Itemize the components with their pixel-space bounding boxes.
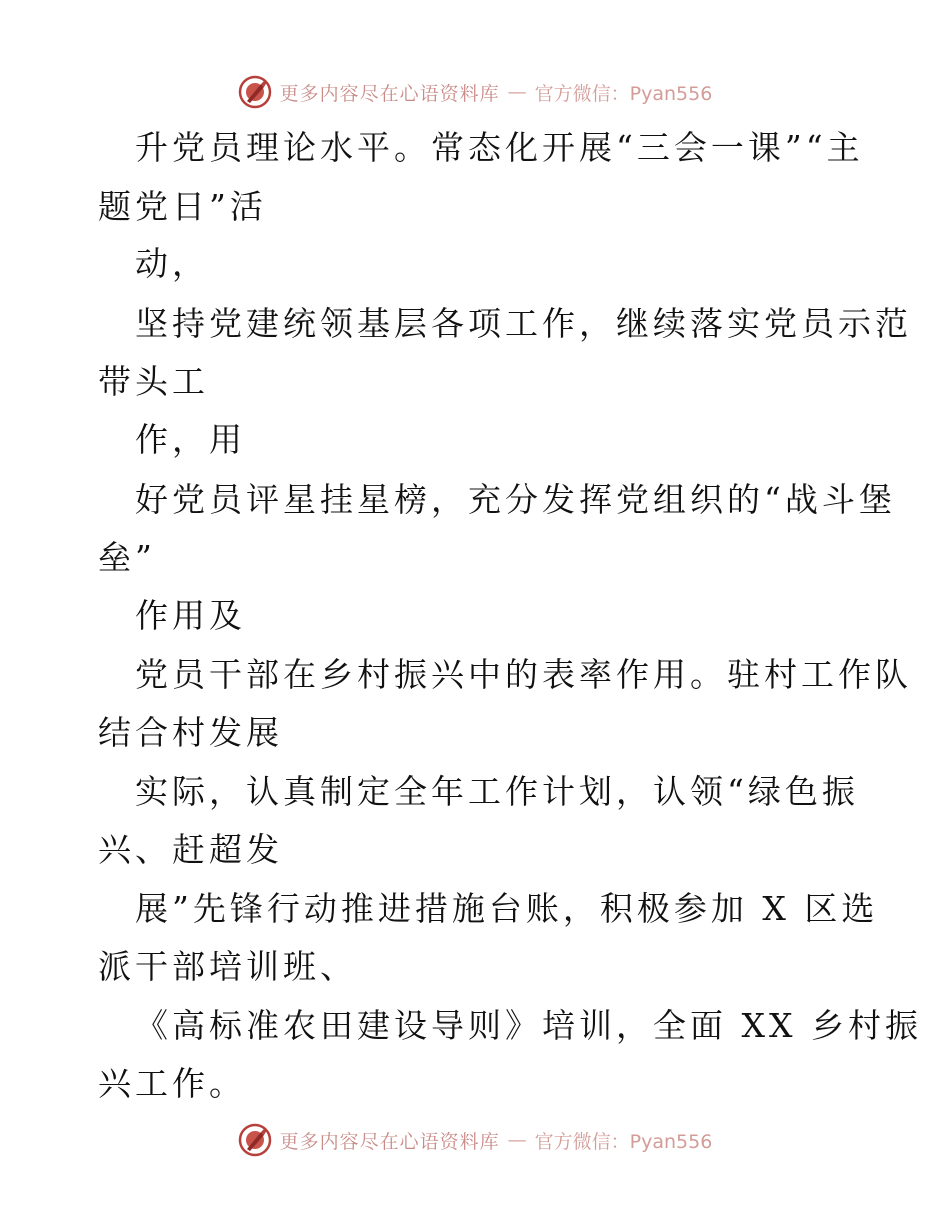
text-line: 升党员理论水平。常态化开展“三会一课”“主: [135, 128, 864, 167]
text-line: 展”先锋行动推进措施台账，积极参加 X 区选: [135, 889, 879, 928]
watermark-wechat: 官方微信：Pyan556: [534, 1130, 713, 1153]
text-line: 好党员评星挂星榜，充分发挥党组织的“战斗堡: [135, 480, 896, 519]
text-line: 实际，认真制定全年工作计划，认领“绿色振: [135, 772, 859, 811]
text-line: 坚持党建统领基层各项工作，继续落实党员示范: [135, 304, 912, 343]
watermark-wechat: 官方微信：Pyan556: [534, 82, 713, 105]
text-line: 作，用: [135, 420, 246, 459]
watermark-dash: —: [507, 1129, 527, 1151]
watermark-dash: —: [507, 81, 527, 103]
watermark-main-text: 更多内容尽在心语资料库: [279, 1130, 500, 1153]
text-line: 作用及: [135, 596, 246, 635]
text-line: 垒”: [98, 538, 156, 577]
text-line: 题党日”活: [98, 187, 267, 226]
header-watermark: [0, 72, 950, 112]
text-line: 带头工: [98, 362, 209, 401]
text-line: 派干部培训班、: [98, 947, 357, 986]
pen-logo-icon: [238, 1123, 272, 1157]
pen-logo-icon: [238, 75, 272, 109]
text-line: 兴、赶超发: [98, 830, 283, 869]
text-line: 兴工作。: [98, 1064, 246, 1103]
watermark-main-text: 更多内容尽在心语资料库: [279, 82, 500, 105]
text-line: 结合村发展: [98, 713, 283, 752]
text-line: 动，: [135, 244, 209, 283]
footer-watermark: [0, 1120, 950, 1160]
text-line: 《高标准农田建设导则》培训，全面 XX 乡村振: [135, 1006, 922, 1045]
text-line: 党员干部在乡村振兴中的表率作用。驻村工作队: [135, 655, 912, 694]
